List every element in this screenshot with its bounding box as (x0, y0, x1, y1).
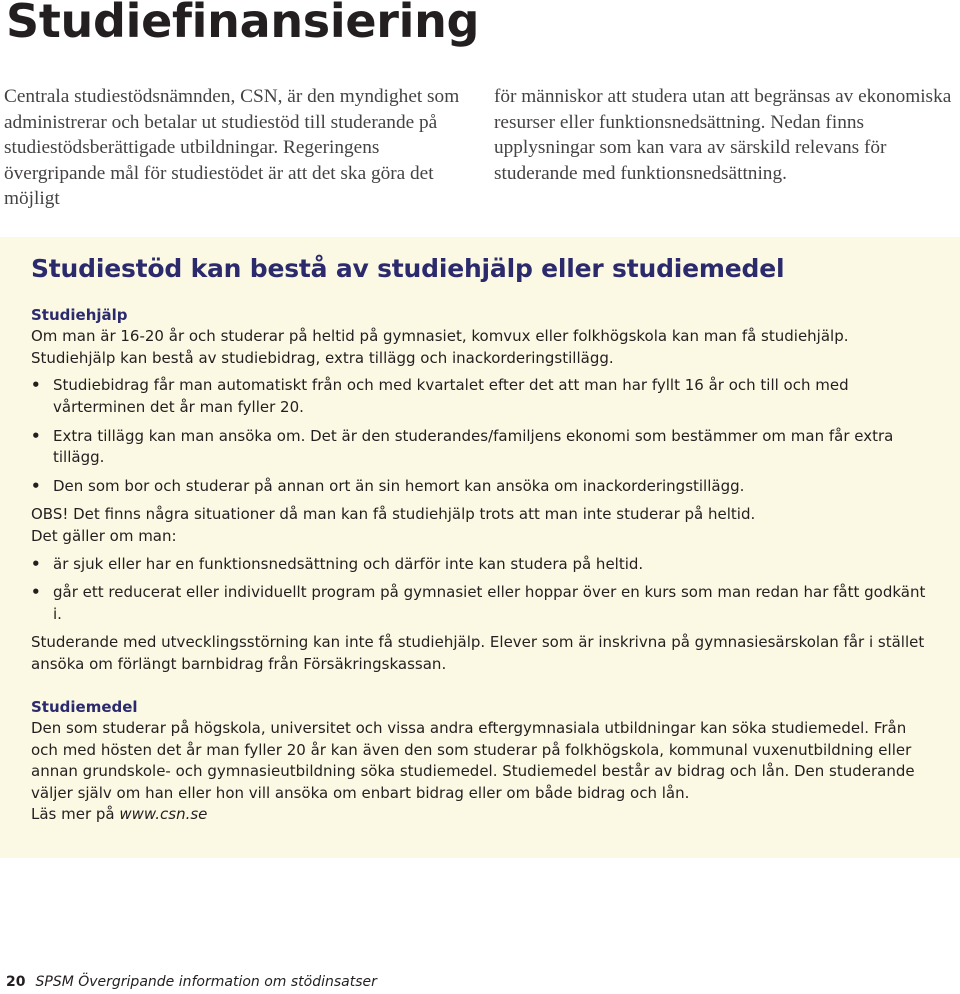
list-item: • är sjuk eller har en funktionsnedsättning och därför inte kan studera på heltid. (31, 554, 934, 576)
footer-text: SPSM Övergripande information om stödinsatser (35, 974, 377, 990)
studiehjalp-components: Studiehjälp kan bestå av studiebidrag, extra tillägg och inackorderingstillägg. (31, 348, 614, 367)
box-heading: Studiestöd kan bestå av studiehjälp eller studiemedel (31, 254, 785, 283)
page-number: 20 (6, 974, 26, 990)
obs-bullet-list (31, 554, 934, 626)
list-item: • Den som bor och studerar på annan ort än sin hemort kan ansöka om inackorderingstillägg. (31, 476, 934, 498)
bullet-icon: • (31, 376, 41, 395)
list-item: • Extra tillägg kan man ansöka om. Det är den studerandes/familjens ekonomi som bestämmer om man får extra tillägg. (31, 426, 894, 467)
bullet-icon: • (31, 554, 41, 573)
intro-column-2: för människor att studera utan att begränsas av ekonomiska resurser eller funktionsnedsättning. Nedan finns upplysningar som kan vara av särskild relevans för studerande med funktionsnedsättning. (494, 86, 952, 184)
studiemedel-text: Den som studerar på högskola, universitet och vissa andra eftergymnasiala utbildningar kan söka studiemedel. Från och med hösten det år man fyller 20 år kan även den som studerar på folkhögskola, kommunal vuxenutbildning eller annan grundskole- och gymnasieutbildning söka studiemedel. Studiemedel består av bidrag och lån. Den studerande väljer själv om han eller hon vill ansöka om enbart bidrag eller om både bidrag och lån. (31, 719, 915, 802)
bullet-icon: • (31, 426, 41, 445)
studiemedel-heading: Studiemedel (31, 697, 138, 716)
studiehjalp-bullet-list (31, 375, 934, 497)
bullet-icon: • (31, 476, 41, 495)
list-item: • går ett reducerat eller individuellt program på gymnasiet eller hoppar över en kurs som man redan har fått godkänt i. (31, 583, 926, 623)
csn-link[interactable]: www.csn.se (119, 805, 208, 824)
page-title: Studiefinansiering (6, 0, 480, 48)
bullet-icon: • (31, 583, 41, 602)
intro-text (4, 84, 960, 212)
studiehjalp-heading: Studiehjälp (31, 305, 128, 324)
studiehjalp-closing: Studerande med utvecklingsstörning kan inte få studiehjälp. Elever som är inskrivna på gymnasiesärskolan får i stället ansöka om förlängt barnbidrag från Försäkringskassan. (31, 633, 925, 673)
page-footer (6, 974, 377, 990)
obs-note-continued: Det gäller om man: (31, 526, 177, 545)
read-more: Läs mer på www.csn.se (31, 805, 208, 824)
list-item: • Studiebidrag får man automatiskt från och med kvartalet efter det att man har fyllt 16 år och till och med vårterminen det år man fyller 20. (31, 376, 849, 416)
intro-column-1: Centrala studiestödsnämnden, CSN, är den myndighet som administrerar och betalar ut studiestöd till studerande på studiestödsberättigade utbildningar. Regeringens övergripande mål för studiestödet är att det ska göra det möjligt (4, 86, 460, 210)
studiehjalp-intro: Om man är 16-20 år och studerar på heltid på gymnasiet, komvux eller folkhögskola kan man få studiehjälp. (31, 327, 849, 346)
studiestod-info-box (0, 237, 960, 858)
obs-note: OBS! Det finns några situationer då man kan få studiehjälp trots att man inte studerar på heltid. (31, 505, 756, 524)
